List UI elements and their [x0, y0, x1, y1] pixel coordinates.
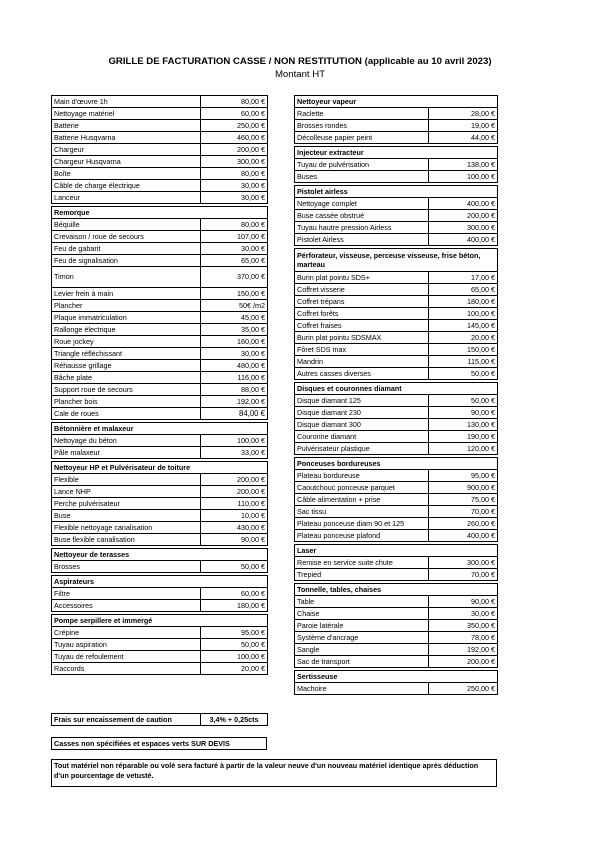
item-price: 110,00 €: [201, 498, 268, 510]
table-row: [295, 395, 498, 407]
item-price: 180,00 €: [201, 600, 268, 612]
section-heading: Pistolet airless: [295, 186, 498, 198]
item-price: 88,00 €: [201, 384, 268, 396]
section-heading: Disques et couronnes diamant: [295, 383, 498, 395]
item-name: Béquille: [52, 219, 201, 231]
item-name: Chargeur Husqvarna: [52, 156, 201, 168]
table-row: [52, 219, 268, 231]
table-row: [295, 234, 498, 246]
item-price: 145,00 €: [429, 320, 498, 332]
table-row: [52, 360, 268, 372]
item-price: 350,00 €: [429, 620, 498, 632]
table-row: [52, 522, 268, 534]
item-name: Machoire: [295, 683, 429, 695]
item-price: 50,00 €: [429, 395, 498, 407]
section-heading-row: [52, 207, 268, 219]
item-price: 300,00 €: [429, 222, 498, 234]
table-row: [52, 255, 268, 267]
item-name: Buse flexible canalisation: [52, 534, 201, 546]
table-row: [295, 210, 498, 222]
section-heading-row: [295, 186, 498, 198]
table-row: [295, 308, 498, 320]
item-price: 20,00 €: [201, 663, 268, 675]
item-name: Flexible: [52, 474, 201, 486]
section-heading: Pompe serpillere et immergé: [52, 615, 268, 627]
item-price: 200,00 €: [201, 474, 268, 486]
section-heading: Bétonnière et malaxeur: [52, 423, 268, 435]
item-name: Cale de roues: [52, 408, 201, 420]
item-price: 70,00 €: [429, 506, 498, 518]
table-row: [295, 132, 498, 144]
item-price: 160,00 €: [201, 336, 268, 348]
table-row: [295, 620, 498, 632]
item-price: 250,00 €: [429, 683, 498, 695]
table-row: [295, 272, 498, 284]
item-name: Burin plat pointu SDSMAX: [295, 332, 429, 344]
item-price: 78,00 €: [429, 632, 498, 644]
item-price: 300,00 €: [201, 156, 268, 168]
table-row: [295, 518, 498, 530]
item-name: Tuyau de pulvérisation: [295, 159, 429, 171]
item-price: 60,00 €: [201, 588, 268, 600]
item-price: 90,00 €: [429, 596, 498, 608]
table-row: [52, 120, 268, 132]
item-name: Buses: [295, 171, 429, 183]
section-heading-row: [52, 423, 268, 435]
table-row: [295, 344, 498, 356]
item-price: 370,00 €: [201, 267, 268, 288]
table-row: [295, 356, 498, 368]
item-price: 50,00 €: [201, 561, 268, 573]
section-heading: Pérforateur, visseuse, perceuse visseuse, frise béton, marteau: [295, 249, 498, 272]
section-heading-row: [52, 462, 268, 474]
table-row: [52, 588, 268, 600]
table-row: [295, 198, 498, 210]
item-name: Boîte: [52, 168, 201, 180]
item-name: Buse: [52, 510, 201, 522]
item-name: Burin plat pointu SDS+: [295, 272, 429, 284]
section-heading: Aspirateurs: [52, 576, 268, 588]
item-name: Paroie latérale: [295, 620, 429, 632]
item-price: 430,00 €: [201, 522, 268, 534]
table-row: [52, 408, 268, 420]
section-heading: Injecteur extracteur: [295, 147, 498, 159]
item-price: 460,00 €: [201, 132, 268, 144]
item-price: 100,00 €: [429, 308, 498, 320]
table-row: [52, 180, 268, 192]
item-name: Support roue de secours: [52, 384, 201, 396]
table-row: [295, 656, 498, 668]
item-name: Fôret SDS max: [295, 344, 429, 356]
item-name: Levier frein à main: [52, 288, 201, 300]
item-name: Sangle: [295, 644, 429, 656]
section-heading-row: [52, 615, 268, 627]
table-row: [52, 372, 268, 384]
table-row: [295, 431, 498, 443]
section-heading: Laser: [295, 545, 498, 557]
table-row: [52, 639, 268, 651]
page-subtitle: Montant HT: [274, 69, 326, 80]
item-name: Coffret visserie: [295, 284, 429, 296]
table-row: [52, 96, 268, 108]
item-price: 150,00 €: [201, 288, 268, 300]
item-price: 65,00 €: [201, 255, 268, 267]
item-name: Couronne diamant: [295, 431, 429, 443]
table-row: [295, 120, 498, 132]
item-price: 100,00 €: [429, 171, 498, 183]
item-name: Brosses rondes: [295, 120, 429, 132]
item-name: Disque diamant 125: [295, 395, 429, 407]
item-price: 200,00 €: [201, 486, 268, 498]
fees-table: [51, 713, 268, 726]
item-name: Coffret forêts: [295, 308, 429, 320]
item-name: Nettoyage du béton: [52, 435, 201, 447]
item-price: 28,00 €: [429, 108, 498, 120]
item-price: 20,00 €: [429, 332, 498, 344]
item-name: Feu de gabarit: [52, 243, 201, 255]
item-price: 84,00 €: [201, 408, 268, 420]
item-name: Plaque immatriculation: [52, 312, 201, 324]
item-price: 107,00 €: [201, 231, 268, 243]
section-heading-row: [295, 458, 498, 470]
item-name: Caoutchouc ponceuse parquet: [295, 482, 429, 494]
table-row: [52, 474, 268, 486]
item-price: 116,00 €: [201, 372, 268, 384]
item-price: 90,00 €: [429, 407, 498, 419]
table-row: [295, 596, 498, 608]
table-row: [52, 435, 268, 447]
item-price: 30,00 €: [201, 180, 268, 192]
table-row: [295, 443, 498, 455]
item-price: 480,00 €: [201, 360, 268, 372]
item-name: Pâle malaxeur: [52, 447, 201, 459]
item-name: Sac tissu: [295, 506, 429, 518]
section-heading-row: [295, 671, 498, 683]
table-row: [52, 288, 268, 300]
item-name: Plateau ponceuse plafond: [295, 530, 429, 542]
item-name: Filtre: [52, 588, 201, 600]
section-heading-row: [295, 147, 498, 159]
item-price: 95,00 €: [429, 470, 498, 482]
table-row: [52, 396, 268, 408]
item-price: 80,00 €: [201, 219, 268, 231]
section-heading: Tonnelle, tables, chaises: [295, 584, 498, 596]
item-price: 90,00 €: [201, 534, 268, 546]
table-row: [295, 407, 498, 419]
section-heading: Ponceuses bordureuses: [295, 458, 498, 470]
item-price: 80,00 €: [201, 168, 268, 180]
table-row: [52, 267, 268, 288]
item-name: Accessoires: [52, 600, 201, 612]
item-name: Crépine: [52, 627, 201, 639]
item-name: Disque diamant 230: [295, 407, 429, 419]
section-heading: Nettoyeur de terasses: [52, 549, 268, 561]
fees-label: Frais sur encaissement de caution: [52, 714, 201, 726]
table-row: [52, 300, 268, 312]
item-price: 35,00 €: [201, 324, 268, 336]
item-price: 30,00 €: [201, 192, 268, 204]
item-name: Brosses: [52, 561, 201, 573]
item-price: 192,00 €: [429, 644, 498, 656]
table-row: [295, 332, 498, 344]
table-row: [52, 384, 268, 396]
item-name: Batterie: [52, 120, 201, 132]
section-heading-row: [295, 383, 498, 395]
item-name: Autres casses diverses: [295, 368, 429, 380]
item-price: 200,00 €: [429, 210, 498, 222]
item-price: 33,00 €: [201, 447, 268, 459]
page-title: GRILLE DE FACTURATION CASSE / NON RESTITUTION (applicable au 10 avril 2023): [108, 56, 492, 67]
item-price: 30,00 €: [201, 243, 268, 255]
fees-value: 3,4% + 0,25cts: [201, 714, 268, 726]
item-price: 80,00 €: [201, 96, 268, 108]
item-name: Décolleuse papier peint: [295, 132, 429, 144]
item-price: 75,00 €: [429, 494, 498, 506]
item-name: Bâche plate: [52, 372, 201, 384]
item-price: 150,00 €: [429, 344, 498, 356]
item-price: 60,00 €: [201, 108, 268, 120]
table-row: [52, 243, 268, 255]
table-row: [52, 108, 268, 120]
item-name: Roue jockey: [52, 336, 201, 348]
table-row: [52, 534, 268, 546]
table-row: [52, 447, 268, 459]
table-row: [295, 569, 498, 581]
table-row: [52, 312, 268, 324]
section-heading-row: [295, 545, 498, 557]
item-name: Sac de transport: [295, 656, 429, 668]
table-row: [52, 192, 268, 204]
table-row: [52, 144, 268, 156]
table-row: [295, 159, 498, 171]
item-price: 200,00 €: [201, 144, 268, 156]
table-row: [52, 336, 268, 348]
table-row: [52, 231, 268, 243]
table-row: [52, 663, 268, 675]
item-price: 17,00 €: [429, 272, 498, 284]
devis-note: Casses non spécifiées et espaces verts SUR DEVIS: [51, 737, 267, 750]
item-price: 115,00 €: [429, 356, 498, 368]
section-heading-row: [295, 584, 498, 596]
item-name: Flexible nettoyage canalisation: [52, 522, 201, 534]
item-price: 50,00 €: [429, 368, 498, 380]
left-price-table: [51, 95, 268, 675]
item-name: Crevaison / roue de secours: [52, 231, 201, 243]
item-name: Tuyau aspiration: [52, 639, 201, 651]
item-price: 50€ /m2: [201, 300, 268, 312]
item-name: Câble alimentation + prise: [295, 494, 429, 506]
item-price: 30,00 €: [429, 608, 498, 620]
item-price: 19,00 €: [429, 120, 498, 132]
section-heading: Nettoyeur vapeur: [295, 96, 498, 108]
item-price: 192,00 €: [201, 396, 268, 408]
table-row: [295, 470, 498, 482]
table-row: [295, 683, 498, 695]
section-heading-row: [295, 249, 498, 272]
item-name: Plateau ponceuse diam 90 et 125: [295, 518, 429, 530]
table-row: [295, 222, 498, 234]
item-price: 10,00 €: [201, 510, 268, 522]
item-price: 400,00 €: [429, 530, 498, 542]
table-row: [52, 348, 268, 360]
item-name: Raccords: [52, 663, 201, 675]
item-name: Table: [295, 596, 429, 608]
item-name: Trepied: [295, 569, 429, 581]
table-row: [52, 168, 268, 180]
item-name: Lanceur: [52, 192, 201, 204]
table-row: [295, 608, 498, 620]
table-row: [52, 498, 268, 510]
table-row: [295, 482, 498, 494]
section-heading: Sertisseuse: [295, 671, 498, 683]
section-heading: Nettoyeur HP et Pulvérisateur de toiture: [52, 462, 268, 474]
item-name: Raclette: [295, 108, 429, 120]
item-price: 138,00 €: [429, 159, 498, 171]
item-name: Nettoyage matériel: [52, 108, 201, 120]
item-name: Perche pulvérisateur: [52, 498, 201, 510]
item-name: Pistolet Airless: [295, 234, 429, 246]
table-row: [295, 644, 498, 656]
item-name: Tuyau hautre pression Airless: [295, 222, 429, 234]
right-price-table: [294, 95, 498, 695]
table-row: [52, 561, 268, 573]
item-price: 300,00 €: [429, 557, 498, 569]
item-name: Plateau bordureuse: [295, 470, 429, 482]
item-name: Chargeur: [52, 144, 201, 156]
section-heading-row: [52, 549, 268, 561]
item-name: Coffret fraises: [295, 320, 429, 332]
item-price: 180,00 €: [429, 296, 498, 308]
item-price: 130,00 €: [429, 419, 498, 431]
item-price: 250,00 €: [201, 120, 268, 132]
item-price: 65,00 €: [429, 284, 498, 296]
item-name: Lance NHP: [52, 486, 201, 498]
item-price: 260,00 €: [429, 518, 498, 530]
table-row: [295, 296, 498, 308]
table-row: [295, 530, 498, 542]
item-price: 44,00 €: [429, 132, 498, 144]
section-heading-row: [52, 576, 268, 588]
item-name: Rallonge électrique: [52, 324, 201, 336]
table-row: [295, 419, 498, 431]
item-name: Câble de charge électrique: [52, 180, 201, 192]
table-row: [295, 506, 498, 518]
table-row: [52, 600, 268, 612]
item-price: 70,00 €: [429, 569, 498, 581]
item-price: 120,00 €: [429, 443, 498, 455]
table-row: [295, 108, 498, 120]
item-price: 400,00 €: [429, 198, 498, 210]
table-row: [52, 651, 268, 663]
item-price: 190,00 €: [429, 431, 498, 443]
item-name: Coffret trépans: [295, 296, 429, 308]
table-row: [295, 494, 498, 506]
item-price: 900,00 €: [429, 482, 498, 494]
table-row: [295, 284, 498, 296]
item-name: Feu de signalisation: [52, 255, 201, 267]
table-row: [52, 510, 268, 522]
item-name: Plancher: [52, 300, 201, 312]
item-name: Batterie Husqvarna: [52, 132, 201, 144]
item-name: Triangle réfléchissant: [52, 348, 201, 360]
table-row: [52, 156, 268, 168]
item-name: Système d'ancrage: [295, 632, 429, 644]
item-price: 45,00 €: [201, 312, 268, 324]
table-row: [295, 171, 498, 183]
item-name: Mandrin: [295, 356, 429, 368]
item-price: 30,00 €: [201, 348, 268, 360]
item-name: Buse cassée obstrué: [295, 210, 429, 222]
item-name: Nettoyage complet: [295, 198, 429, 210]
table-row: [52, 324, 268, 336]
item-price: 100,00 €: [201, 651, 268, 663]
table-row: [52, 486, 268, 498]
item-name: Plancher bois: [52, 396, 201, 408]
table-row: [295, 557, 498, 569]
item-price: 400,00 €: [429, 234, 498, 246]
item-name: Main d'œuvre 1h: [52, 96, 201, 108]
item-price: 50,00 €: [201, 639, 268, 651]
item-name: Tuyau de refoulement: [52, 651, 201, 663]
table-row: [52, 132, 268, 144]
item-name: Chaise: [295, 608, 429, 620]
footer-note: Tout matériel non réparable ou volé sera facturé à partir de la valeur neuve d'un nouveau matériel identique après déduction d'un pourcentage de vetusté.: [51, 759, 497, 787]
item-name: Disque diamant 300: [295, 419, 429, 431]
table-row: [295, 320, 498, 332]
table-row: [295, 632, 498, 644]
item-price: 100,00 €: [201, 435, 268, 447]
item-name: Pulvérisateur plastique: [295, 443, 429, 455]
item-name: Remise en service suite chute: [295, 557, 429, 569]
item-price: 200,00 €: [429, 656, 498, 668]
section-heading: Remorque: [52, 207, 268, 219]
table-row: [52, 627, 268, 639]
item-name: Réhausse grillage: [52, 360, 201, 372]
section-heading-row: [295, 96, 498, 108]
item-name: Timon: [52, 267, 201, 288]
item-price: 95,00 €: [201, 627, 268, 639]
table-row: [295, 368, 498, 380]
